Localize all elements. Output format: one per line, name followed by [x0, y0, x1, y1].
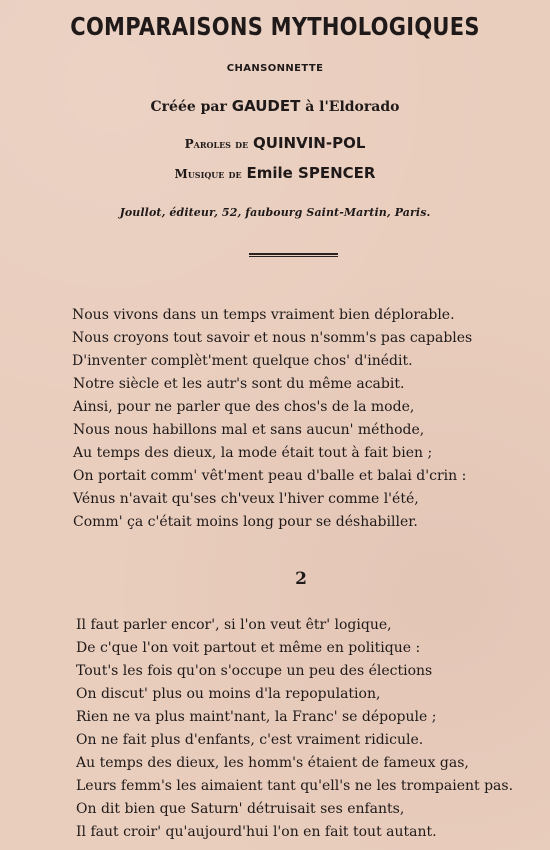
stanza-line: D'inventer complèt'ment quelque chos' d'inédit. — [72, 353, 413, 369]
divider-rule — [249, 253, 338, 257]
stanza-number: 2 — [295, 569, 307, 589]
stanza-line: Au temps des dieux, les homm's étaient de fameux gas, — [76, 755, 469, 771]
lyrics-credit — [0, 134, 550, 152]
stanza-line: Nous nous habillons mal et sans aucun' méthode, — [73, 422, 425, 438]
music-author: Emile SPENCER — [246, 164, 376, 182]
lyrics-author: QUINVIN-POL — [253, 134, 366, 152]
subtitle: CHANSONNETTE — [226, 63, 324, 74]
stanza-line: Il faut croir' qu'aujourd'hui l'on en fait tout autant. — [76, 824, 437, 840]
stanza-line: Ainsi, pour ne parler que des chos's de la mode, — [73, 399, 415, 415]
performance-prefix: Créée par — [150, 99, 227, 115]
stanza-line: On portait comm' vêt'ment peau d'balle et balai d'crin : — [73, 468, 467, 484]
stanza-line: On discut' plus ou moins d'la repopulation, — [76, 686, 381, 702]
stanza-line: Il faut parler encor', si l'on veut êtr' logique, — [76, 617, 392, 633]
stanza-line: On ne fait plus d'enfants, c'est vraiment ridicule. — [76, 732, 424, 748]
performance-venue: à l'Eldorado — [305, 99, 400, 115]
performance-credit — [0, 97, 550, 115]
stanza-line: De c'que l'on voit partout et même en politique : — [76, 640, 421, 656]
stanza-line: Au temps des dieux, la mode était tout à fait bien ; — [73, 445, 433, 461]
stanza-line: Nous croyons tout savoir et nous n'somm's pas capables — [72, 330, 473, 346]
music-credit — [0, 164, 550, 182]
publisher-line: Joullot, éditeur, 52, faubourg Saint-Martin, Paris. — [119, 206, 431, 219]
page-title: COMPARAISONS MYTHOLOGIQUES — [70, 12, 480, 41]
lyrics-prefix: Paroles de — [184, 137, 249, 151]
stanza-line: On dit bien que Saturn' détruisait ses enfants, — [76, 801, 405, 817]
stanza-line: Comm' ça c'était moins long pour se déshabiller. — [73, 514, 418, 530]
stanza-line: Nous vivons dans un temps vraiment bien déplorable. — [72, 307, 455, 323]
stanza-line: Leurs femm's les aimaient tant qu'ell's ne les trompaient pas. — [76, 778, 514, 794]
stanza-line: Tout's les fois qu'on s'occupe un peu des élections — [76, 663, 433, 679]
stanza-line: Vénus n'avait qu'ses ch'veux l'hiver comme l'été, — [73, 491, 419, 507]
music-prefix: Musique de — [174, 167, 242, 181]
performer-name: GAUDET — [231, 97, 301, 115]
stanza-line: Notre siècle et les autr's sont du même acabit. — [73, 376, 405, 392]
stanza-line: Rien ne va plus maint'nant, la Franc' se dépopule ; — [76, 709, 437, 725]
